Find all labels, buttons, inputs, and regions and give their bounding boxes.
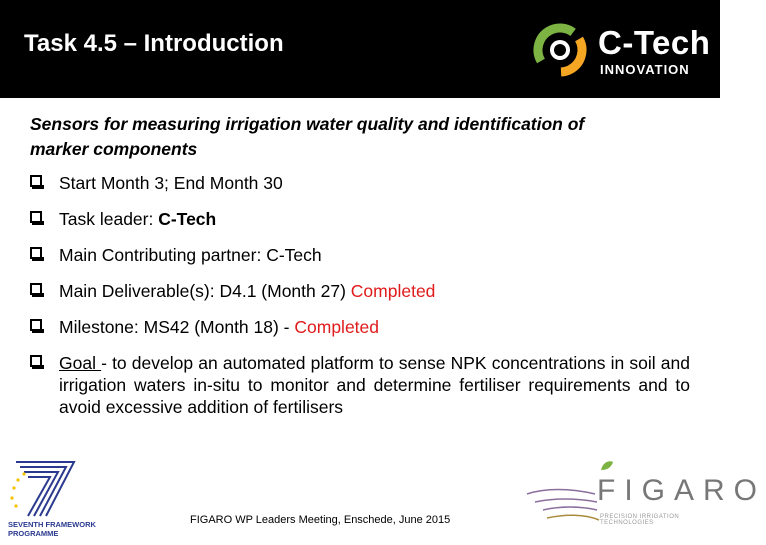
bullet-partner-text: Main Contributing partner: C-Tech [59,245,322,265]
bullet-goal [30,352,690,418]
bullet-deliverable [30,280,690,302]
bullet-deliverable-text: Main Deliverable(s): D4.1 (Month 27) [59,281,351,301]
milestone-status: Completed [294,317,380,337]
figaro-logo [525,458,766,540]
slide-title: Task 4.5 – Introduction [24,30,284,57]
subtitle-line-2: marker components [30,139,198,159]
bullet-task-leader [30,208,690,230]
bullet-dates-text: Start Month 3; End Month 30 [59,173,283,193]
ctech-logo [530,18,720,88]
figaro-name: FIGARO [597,474,766,507]
ctech-ring-icon [530,18,594,82]
bullet-dates [30,172,690,194]
ctech-brand-text: C-Tech [598,24,711,61]
checkbox-bullet-icon [30,247,42,259]
bullet-task-leader-label: Task leader: [59,209,159,229]
bullet-goal-text: - to develop an automated platform to sense NPK concentrations in soil and irrigation waters in-situ to monitor and determine fertiliser requirements and to avoid excessive addition of fertilisers [59,353,691,417]
bullet-task-leader-value: C-Tech [158,209,217,229]
header-bar [0,0,720,98]
bullet-list [30,172,690,432]
bullet-milestone-text: Milestone: MS42 (Month 18) - [59,317,295,337]
bullet-goal-label: Goal [59,353,102,373]
footer-text: FIGARO WP Leaders Meeting, Enschede, June 2015 [190,514,451,526]
subtitle-line-1: Sensors for measuring irrigation water quality and identification of [30,114,585,134]
checkbox-bullet-icon [30,175,42,187]
fp7-line-1: SEVENTH FRAMEWORK [8,520,96,529]
bullet-partner [30,244,690,266]
fp7-logo-text [8,520,96,538]
ctech-sub-text: INNOVATION [600,62,690,77]
checkbox-bullet-icon [30,319,42,331]
checkbox-bullet-icon [30,211,42,223]
checkbox-bullet-icon [30,355,42,367]
checkbox-bullet-icon [30,283,42,295]
figaro-swoosh-icon [525,458,605,540]
fp7-line-2: PROGRAMME [8,529,59,538]
slide-subtitle [30,112,680,162]
bullet-milestone [30,316,690,338]
figaro-tagline: PRECISION IRRIGATION TECHNOLOGIES [600,514,680,526]
deliverable-status: Completed [350,281,436,301]
